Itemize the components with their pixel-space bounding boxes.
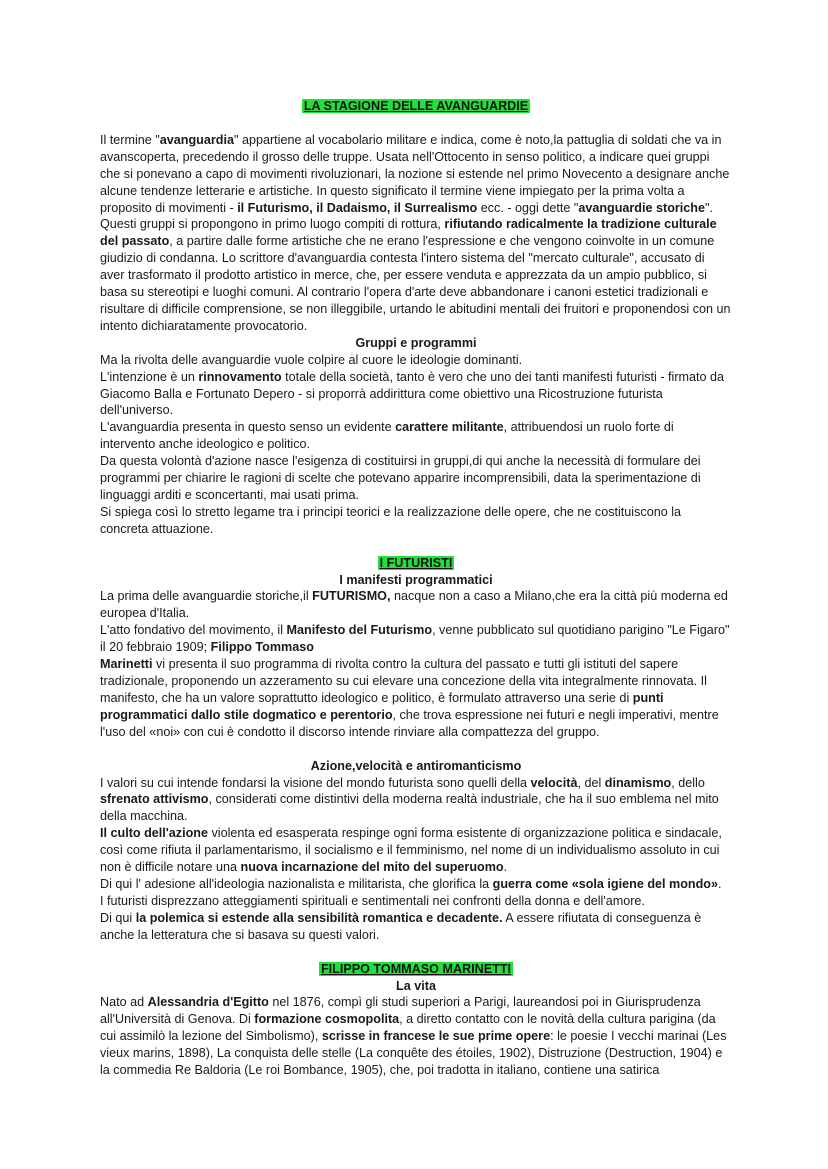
bold-run: il Futurismo, il Dadaismo, il Surrealismo <box>237 200 478 215</box>
bold-run: Alessandria d'Egitto <box>147 995 269 1010</box>
paragraph: Ma la rivolta delle avanguardie vuole colpire al cuore le ideologie dominanti. <box>100 352 523 367</box>
paragraph <box>100 369 732 420</box>
text-run: Di qui l' adesione all'ideologia nazionalista e militarista, che glorifica la <box>100 876 493 891</box>
section-heading-azione: Azione,velocità e antiromanticismo <box>310 758 522 773</box>
bold-run: avanguardie storiche <box>578 200 705 215</box>
text-run: nel 1876, compì gli studi superiori a Parigi, laureandosi poi in Giurisprudenza all'Università di Genova. Di <box>100 995 701 1027</box>
paragraph <box>100 656 732 741</box>
paragraph: I futuristi disprezzano atteggiamenti spirituali e sentimentali nei confronti della donna e dell'amore. <box>100 893 645 908</box>
bold-run: formazione cosmopolita <box>254 1012 400 1027</box>
bold-run: sfrenato attivismo <box>100 792 209 807</box>
paragraph <box>100 876 732 893</box>
bold-run: velocità <box>530 775 578 790</box>
text-run: , del <box>577 775 605 790</box>
paragraph: Si spiega così lo stretto legame tra i principi teorici e la realizzazione delle opere, che ne costituiscono la concreta attuazione. <box>100 504 682 536</box>
section-heading-gruppi: Gruppi e programmi <box>355 335 477 350</box>
bold-run: avanguardia <box>159 132 234 147</box>
document-body <box>100 98 732 1079</box>
bold-run: carattere militante <box>395 420 504 435</box>
text-run: La prima delle avanguardie storiche,il <box>100 589 313 604</box>
text-run: totale della società, tanto è vero che uno dei tanti manifesti futuristi - firmato da Giacomo Balla e Fortunato Depero - si proporrà addirittura come obiettivo una Ricostruzione futurista dell'universo. <box>100 369 725 418</box>
bold-run: Marinetti <box>100 657 153 672</box>
text-run: I valori su cui intende fondarsi la visione del mondo futurista sono quelli della <box>100 775 531 790</box>
text-run: violenta ed esasperata respinge ogni forma esistente di organizzazione politica e sindacale, così come rifiuta il parlamentarismo, il socialismo e il femminismo, nel nome di un individualismo assoluto in cui non è difficile notare una <box>100 826 722 875</box>
main-title-text: LA STAGIONE DELLE AVANGUARDIE <box>303 99 529 113</box>
bold-run: guerra come «sola igiene del mondo» <box>492 876 718 891</box>
section-heading-vita: La vita <box>396 978 436 993</box>
text-run: , che trova espressione nei futuri e negli imperativi, mentre l'uso del «noi» con cui è condotto il discorso intende rinviare alla compattezza del gruppo. <box>100 707 719 739</box>
text-run: Di qui <box>100 910 136 925</box>
text-run: L'intenzione è un <box>100 369 199 384</box>
text-run: " appartiene al vocabolario militare e indica, come è noto,la pattuglia di soldati che va in avanscoperta, precedendo il grosso delle truppe. Usata nell'Ottocento in senso politico, a indicare quei gruppi che si ponevano a capo di movimenti rivoluzionari, la nozione si estende nel primo Novecento a designare anche alcune tendenze letterarie e artistiche. In questo significato il termine viene impiegato per la prima volta a proposito di movimenti - <box>100 132 730 215</box>
text-run: Nato ad <box>100 995 148 1010</box>
bold-run: scrisse in francese le sue prime opere <box>321 1029 551 1044</box>
paragraph <box>100 622 732 656</box>
text-run: L'avanguardia presenta in questo senso un evidente <box>100 420 396 435</box>
bold-run: Filippo Tommaso <box>210 640 314 655</box>
main-title <box>100 98 732 115</box>
marinetti-title <box>100 961 732 978</box>
paragraph <box>100 775 732 826</box>
text-run: , venne pubblicato sul quotidiano parigino "Le Figaro" il 20 febbraio 1909; <box>100 623 730 655</box>
text-run: . <box>718 876 722 891</box>
paragraph <box>100 419 732 453</box>
paragraph: Da questa volontà d'azione nasce l'esigenza di costituirsi in gruppi,di qui anche la necessità di formulare dei programmi per chiarire le ragioni di scelte che potevano apparire incomprensibili, data la sperimentazione di linguaggi arditi e sconcertanti, mai usati prima. <box>100 454 701 502</box>
text-run: Il termine " <box>100 132 160 147</box>
text-run: , a diretto contatto con le novità della cultura parigina (da cui assimilò la lezione del Simbolismo), <box>100 1012 716 1044</box>
section-heading-manifesti: I manifesti programmatici <box>339 572 493 587</box>
intro-paragraph <box>100 132 732 335</box>
text-run: , considerati come distintivi della moderna realtà industriale, che ha il suo emblema nel mito della macchina. <box>100 792 719 824</box>
paragraph <box>100 910 732 944</box>
text-run: , attribuendosi un ruolo forte di intervento anche ideologico e politico. <box>100 420 674 452</box>
bold-run: rinnovamento <box>198 369 282 384</box>
bold-run: nuova incarnazione del mito del superuomo <box>240 860 504 875</box>
bold-run: Manifesto del Futurismo <box>286 623 433 638</box>
text-run: , a partire dalle forme artistiche che ne erano l'espressione e che vengono coinvolte in un comune giudizio di condanna. Lo scrittore d'avanguardia contesta l'intero sistema del "mercato culturale", accusato di aver trasformato il prodotto artistico in merce, che, per essere venduta e apprezzata da un ampio pubblico, si basa su stereotipi e luoghi comuni. Al contrario l'opera d'arte deve abbandonare i canoni estetici tradizionali e risultare di difficile comprensione, se non illeggibile, urtando le abitudini mentali dei fruitori e proponendosi con un intento dichiaratamente provocatorio. <box>100 234 731 333</box>
bold-run: la polemica si estende alla sensibilità romantica e decadente. <box>135 910 503 925</box>
futuristi-title-text: I FUTURISTI <box>379 555 453 570</box>
bold-run: Il culto dell'azione <box>100 826 208 841</box>
bold-run: dinamismo <box>604 775 672 790</box>
bold-run: rifiutando radicalmente la tradizione culturale del passato <box>100 217 717 249</box>
text-run: ecc. - oggi dette " <box>477 200 579 215</box>
paragraph <box>100 588 732 622</box>
marinetti-title-text: FILIPPO TOMMASO MARINETTI <box>320 961 512 976</box>
text-run: ". Questi gruppi si propongono in primo luogo compiti di rottura, <box>100 200 713 232</box>
bold-run: FUTURISMO, <box>312 589 391 604</box>
text-run: , dello <box>671 775 705 790</box>
text-run: . <box>503 860 508 875</box>
futuristi-title <box>100 555 732 572</box>
bold-run: punti programmatici dallo stile dogmatico e perentorio <box>100 690 664 722</box>
paragraph <box>100 825 732 876</box>
paragraph <box>100 994 732 1079</box>
text-run: nacque non a caso a Milano,che era la città più moderna ed europea d'Italia. <box>100 589 728 621</box>
text-run: : le poesie I vecchi marinai (Les vieux marins, 1898), La conquista delle stelle (La conquête des étoiles, 1902), Distruzione (Destruction, 1904) e la commedia Re Baldoria (Le roi Bombance, 1905), che, poi tradotta in italiano, contiene una satirica <box>100 1029 727 1078</box>
text-run: A essere rifiutata di conseguenza è anche la letteratura che si basava su questi valori. <box>100 910 702 942</box>
text-run: L'atto fondativo del movimento, il <box>100 623 287 638</box>
text-run: vi presenta il suo programma di rivolta contro la cultura del passato e tutti gli istituti del sapere tradizionale, proponendo un azzeramento su cui elevare una concezione della vita integralmente rinnovata. Il manifesto, che ha un valore soprattutto ideologico e politico, è formulato attraverso una serie di <box>100 657 707 705</box>
